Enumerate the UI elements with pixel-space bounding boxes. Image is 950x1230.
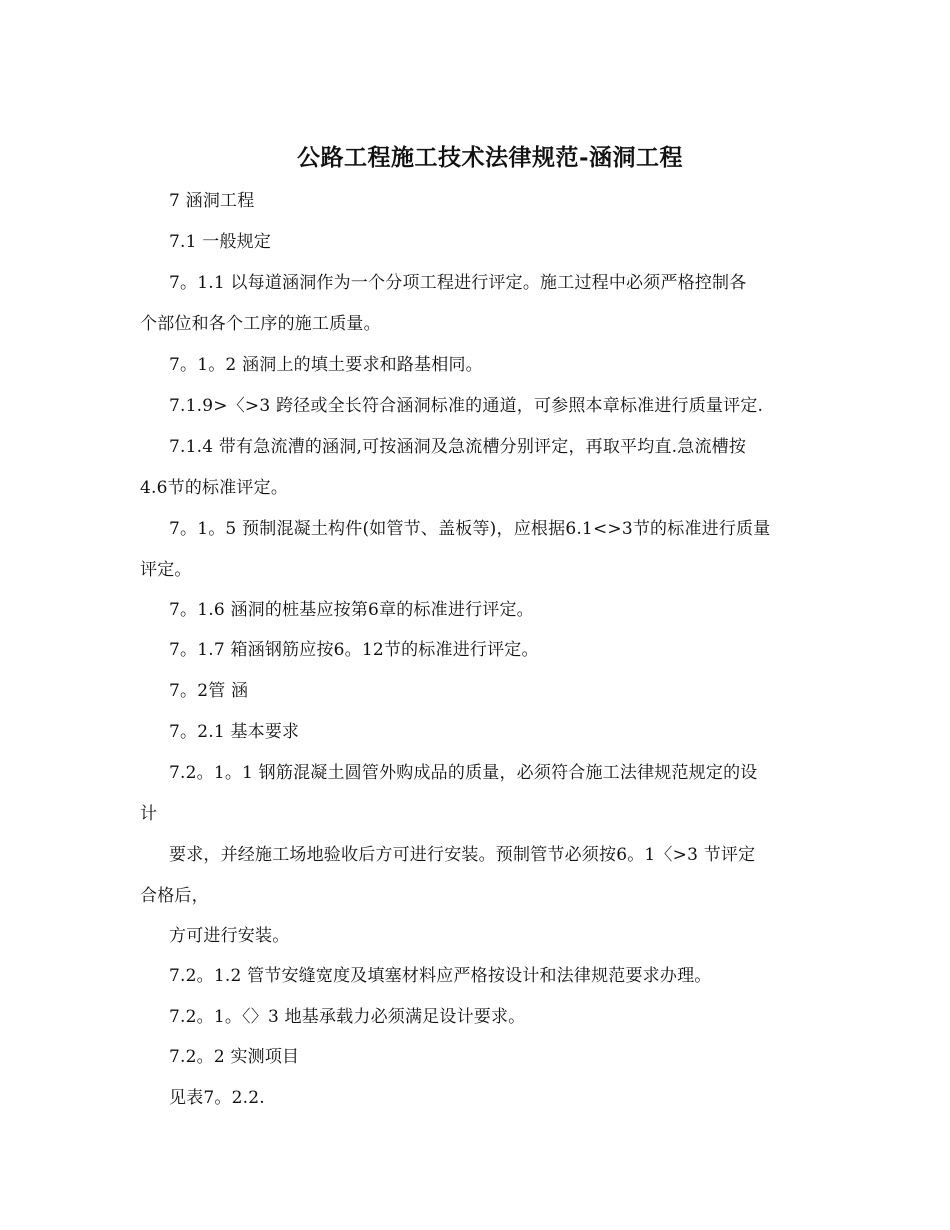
paragraph-line: 7。1.1 以每道涵洞作为一个分项工程进行评定。施工过程中必须严格控制各 [169,273,747,293]
paragraph-line: 评定。 [140,560,192,580]
paragraph-line: 7.1.4 带有急流漕的涵洞,可按涵洞及急流槽分别评定，再取平均直.急流槽按 [169,437,747,457]
subsection-heading: 7。2.1 基本要求 [169,722,300,742]
subsection-heading: 7。2管 涵 [169,681,249,701]
paragraph-line: 个部位和各个工序的施工质量。 [140,314,381,334]
paragraph-line: 要求，并经施工场地验收后方可进行安装。预制管节必须按6。1〈>3 节评定 [169,845,756,865]
paragraph-line: 7。1。2 涵洞上的填土要求和路基相同。 [169,355,483,375]
paragraph-line: 7。1。5 预制混凝土构件(如管节、盖板等)，应根据6.1<>3节的标准进行质量 [169,519,771,539]
subsection-heading: 7.1 一般规定 [169,232,272,252]
paragraph-line: 7.2。1.2 管节安缝宽度及填塞材料应严格按设计和法律规范要求办理。 [169,966,712,986]
paragraph-line: 7.2。1。〈〉3 地基承载力必须满足设计要求。 [169,1007,526,1027]
section-heading: 7 涵洞工程 [169,191,255,211]
paragraph-line: 7.2。1。1 钢筋混凝土圆管外购成品的质量，必须符合施工法律规范规定的设 [169,763,758,783]
paragraph-line: 7。1.7 箱涵钢筋应按6。12节的标准进行评定。 [169,640,539,660]
paragraph-line: 见表7。2.2. [169,1088,265,1108]
paragraph-line: 7.1.9>〈>3 跨径或全长符合涵洞标准的通道，可参照本章标准进行质量评定. [169,396,764,416]
subsection-heading: 7.2。2 实测项目 [169,1047,300,1067]
document-title: 公路工程施工技术法律规范-涵洞工程 [296,144,684,171]
paragraph-line: 合格后， [140,886,209,906]
paragraph-line: 方可进行安装。 [169,926,290,946]
paragraph-line: 7。1.6 涵洞的桩基应按第6章的标准进行评定。 [169,600,534,620]
paragraph-line: 计 [140,804,158,824]
paragraph-line: 4.6节的标准评定。 [140,478,289,498]
